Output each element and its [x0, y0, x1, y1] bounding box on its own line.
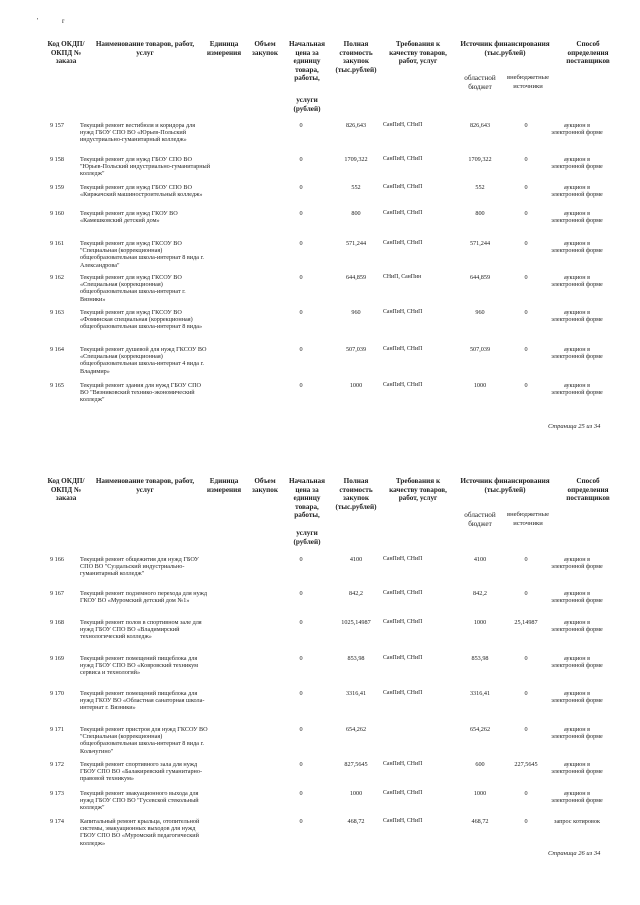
row-total: 507,039	[345, 346, 367, 353]
row-price: 0	[299, 655, 303, 662]
row-requirements: СанПиН, СНиП	[383, 240, 423, 246]
row-extra-budget: 227,5645	[514, 761, 538, 768]
row-requirements: СанПиН, СНиП	[383, 184, 423, 190]
row-extra-budget: 0	[524, 726, 528, 733]
row-method: аукцион в электронной форме	[551, 309, 603, 324]
row-total: 3316,41	[345, 690, 367, 697]
row-regional-budget: 552	[475, 184, 485, 191]
header-unit: Единица измерения	[206, 477, 242, 494]
row-requirements: СанПиН, СНиП	[383, 818, 423, 824]
row-code: 9 168	[50, 619, 64, 626]
row-extra-budget: 0	[524, 210, 528, 217]
row-extra-budget: 0	[524, 556, 528, 563]
row-total: 4100	[349, 556, 363, 563]
row-name: Текущий ремонт для нужд ГКСОУ ВО «Специальная (коррекционная) общеобразовательная школа-интернат г. Вязники»	[80, 274, 186, 303]
row-price: 0	[299, 274, 303, 281]
page-footer: Страница 25 из 34	[548, 423, 601, 430]
row-regional-budget: 1000	[473, 382, 487, 389]
row-total: 827,5645	[344, 761, 368, 768]
row-extra-budget: 0	[524, 655, 528, 662]
row-extra-budget: 0	[524, 156, 528, 163]
header-code: Код ОКДП/ ОКПД № заказа	[47, 40, 85, 66]
row-extra-budget: 0	[524, 122, 528, 129]
row-total: 800	[351, 210, 361, 217]
row-method: аукцион в электронной форме	[551, 346, 603, 361]
row-method: запрос котировок	[554, 818, 600, 825]
row-code: 9 162	[50, 274, 64, 281]
row-name: Текущий ремонт для нужд ГБОУ СПО ВО "Юрьев-Польский индустриально-гуманитарный колледж"	[80, 156, 211, 178]
row-code: 9 172	[50, 761, 64, 768]
row-code: 9 169	[50, 655, 64, 662]
row-code: 9 164	[50, 346, 64, 353]
row-requirements: СанПиН, СНиП	[383, 790, 423, 796]
row-code: 9 171	[50, 726, 64, 733]
row-extra-budget: 0	[524, 309, 528, 316]
row-regional-budget: 960	[475, 309, 485, 316]
row-requirements: СанПиН, СНиП	[383, 619, 423, 625]
row-code: 9 166	[50, 556, 64, 563]
row-code: 9 165	[50, 382, 64, 389]
row-name: Текущий ремонт пристроя для нужд ГКСОУ ВО "Специальная (коррекционная) общеобразовательная школа-интернат 8 вида г. Кольчугино"	[80, 726, 208, 755]
row-price: 0	[299, 556, 303, 563]
row-total: 1709,322	[344, 156, 368, 163]
row-name: Текущий ремонт душевой для нужд ГКСОУ ВО «Специальная (коррекционная) общеобразовательная школа-интернат 4 вида г. Владимир»	[80, 346, 207, 375]
row-name: Капитальный ремонт крыльца, отопительной системы, эвакуационных выходов для нужд ГБОУ СПО ВО «Муромский педагогический колледж»	[80, 818, 200, 847]
row-regional-budget: 842,2	[473, 590, 487, 597]
row-extra-budget: 0	[524, 590, 528, 597]
header-name: Наименование товаров, работ, услуг	[95, 477, 195, 494]
row-method: аукцион в электронной форме	[551, 210, 603, 225]
row-code: 9 173	[50, 790, 64, 797]
row-price: 0	[299, 184, 303, 191]
row-method: аукцион в электронной форме	[551, 122, 603, 137]
row-regional-budget: 3316,41	[469, 690, 491, 697]
row-name: Текущий ремонт эвакуационного выхода для нужд ГБОУ СПО ВО "Гусевской стекольный колледж"	[80, 790, 199, 812]
row-name: Текущий ремонт для нужд ГБОУ СПО ВО «Киржачский машиностроительный колледж»	[80, 184, 203, 199]
row-extra-budget: 0	[524, 274, 528, 281]
row-price: 0	[299, 619, 303, 626]
row-name: Текущий ремонт для нужд ГКСОУ ВО «Фоминская специальная (коррекционная) общеобразовательная школа-интернат 8 вида»	[80, 309, 203, 331]
page-footer: Страница 26 из 34	[548, 850, 601, 857]
row-requirements: СанПиН, СНиП	[383, 556, 423, 562]
header-method: Способ определения поставщиков	[566, 40, 610, 66]
row-requirements: СанПиН, СНиП	[383, 382, 423, 388]
row-method: аукцион в электронной форме	[551, 726, 603, 741]
header-total: Полная стоимость закупок (тыс.рублей)	[335, 477, 377, 511]
row-total: 1000	[349, 382, 363, 389]
row-code: 9 161	[50, 240, 64, 247]
row-price: 0	[299, 210, 303, 217]
row-extra-budget: 0	[524, 690, 528, 697]
row-name: Текущий ремонт помещений пищеблока для нужд ГБОУ СПО ВО «Ковровский техникум сервиса и технологий»	[80, 655, 199, 677]
row-name: Текущий ремонт общежития для нужд ГБОУ СПО ВО "Суздальский индустриально-гуманитарный колледж"	[80, 556, 199, 578]
row-extra-budget: 0	[524, 184, 528, 191]
row-regional-budget: 1000	[473, 619, 487, 626]
row-extra-budget: 0	[524, 346, 528, 353]
row-code: 9 158	[50, 156, 64, 163]
row-total: 960	[351, 309, 361, 316]
row-regional-budget: 1709,322	[468, 156, 492, 163]
row-regional-budget: 654,262	[469, 726, 491, 733]
row-method: аукцион в электронной форме	[551, 156, 603, 171]
row-price: 0	[299, 382, 303, 389]
row-total: 552	[351, 184, 361, 191]
row-requirements: СанПиН, СНиП	[383, 761, 423, 767]
row-total: 1000	[349, 790, 363, 797]
row-method: аукцион в электронной форме	[551, 590, 603, 605]
row-regional-budget: 1000	[473, 790, 487, 797]
row-total: 654,262	[345, 726, 367, 733]
row-name: Текущий ремонт для нужд ГКСОУ ВО "Специальная (коррекционная) общеобразовательная школа-интернат 8 вида г. Александрова"	[80, 240, 204, 269]
row-regional-budget: 800	[475, 210, 485, 217]
row-requirements: СНиП, СанПин	[383, 274, 422, 280]
header-source: Источник финансирования (тыс.рублей)	[460, 477, 550, 494]
corner-mark-2: r	[62, 17, 65, 25]
header-volume: Объем закупок	[252, 40, 278, 57]
row-requirements: СанПиН, СНиП	[383, 122, 423, 128]
row-code: 9 170	[50, 690, 64, 697]
row-extra-budget: 0	[524, 382, 528, 389]
row-code: 9 167	[50, 590, 64, 597]
row-regional-budget: 507,039	[469, 346, 491, 353]
header-price-services: услуги (рублей)	[293, 529, 321, 546]
row-method: аукцион в электронной форме	[551, 184, 603, 199]
row-method: аукцион в электронной форме	[551, 790, 603, 805]
row-extra-budget: 25,14987	[514, 619, 538, 626]
header-price: Начальная цена за единицу товара, работы,	[288, 477, 326, 520]
row-total: 826,643	[345, 122, 367, 129]
row-price: 0	[299, 156, 303, 163]
row-requirements: СанПиН, СНиП	[383, 210, 423, 216]
row-method: аукцион в электронной форме	[551, 619, 603, 634]
row-price: 0	[299, 122, 303, 129]
header-source: Источник финансирования (тыс.рублей)	[460, 40, 550, 57]
row-requirements: СанПиН, СНиП	[383, 309, 423, 315]
row-regional-budget: 468,72	[471, 818, 489, 825]
header-total: Полная стоимость закупок (тыс.рублей)	[335, 40, 377, 74]
row-requirements: СанПиН, СНиП	[383, 690, 423, 696]
header-unit: Единица измерения	[206, 40, 242, 57]
row-regional-budget: 600	[475, 761, 485, 768]
row-name: Текущий ремонт спортивного зала для нужд ГБОУ СПО ВО «Балакиревский гуманитарно-правовой техникум»	[80, 761, 203, 783]
row-total: 571,244	[345, 240, 367, 247]
row-price: 0	[299, 309, 303, 316]
row-extra-budget: 0	[524, 818, 528, 825]
row-regional-budget: 571,244	[469, 240, 491, 247]
row-method: аукцион в электронной форме	[551, 761, 603, 776]
row-regional-budget: 644,859	[469, 274, 491, 281]
row-method: аукцион в электронной форме	[551, 240, 603, 255]
header-method: Способ определения поставщиков	[566, 477, 610, 503]
row-price: 0	[299, 818, 303, 825]
row-code: 9 163	[50, 309, 64, 316]
row-name: Текущий ремонт для нужд ГКОУ ВО «Камешковский детский дом»	[80, 210, 178, 225]
row-regional-budget: 4100	[473, 556, 487, 563]
row-extra-budget: 0	[524, 790, 528, 797]
row-extra-budget: 0	[524, 240, 528, 247]
row-name: Текущий ремонт вестибюля и коридора для нужд ГБОУ СПО ВО «Юрьев-Польский индустриально-гуманитарный колледж»	[80, 122, 196, 144]
row-price: 0	[299, 790, 303, 797]
row-method: аукцион в электронной форме	[551, 690, 603, 705]
row-price: 0	[299, 590, 303, 597]
header-source-extra: внебюджетные источники	[506, 74, 550, 90]
row-price: 0	[299, 346, 303, 353]
header-source-extra: внебюджетные источники	[506, 511, 550, 527]
row-regional-budget: 853,98	[471, 655, 489, 662]
row-price: 0	[299, 240, 303, 247]
row-code: 9 157	[50, 122, 64, 129]
row-total: 853,98	[347, 655, 365, 662]
row-code: 9 160	[50, 210, 64, 217]
header-volume: Объем закупок	[252, 477, 278, 494]
header-requirements: Требования к качеству товаров, работ, услуг	[389, 477, 447, 503]
header-name: Наименование товаров, работ, услуг	[95, 40, 195, 57]
header-source-regional: областной бюджет	[464, 74, 496, 91]
row-price: 0	[299, 761, 303, 768]
row-name: Текущий ремонт здания для нужд ГБОУ СПО ВО "Вязниковский технико-экономический колледж"	[80, 382, 202, 404]
corner-mark-1: '	[37, 17, 39, 25]
row-name: Текущий ремонт подземного перехода для нужд ГКОУ ВО «Муромский детский дом №1»	[80, 590, 208, 605]
row-name: Текущий ремонт полов в спортивном зале для нужд ГБОУ СПО ВО «Владимирский технологический колледж»	[80, 619, 202, 641]
row-total: 842,2	[349, 590, 363, 597]
row-method: аукцион в электронной форме	[551, 556, 603, 571]
row-method: аукцион в электронной форме	[551, 274, 603, 289]
header-code: Код ОКДП/ ОКПД № заказа	[47, 477, 85, 503]
row-requirements: СанПиН, СНиП	[383, 346, 423, 352]
row-code: 9 159	[50, 184, 64, 191]
row-code: 9 174	[50, 818, 64, 825]
header-requirements: Требования к качеству товаров, работ, услуг	[389, 40, 447, 66]
header-price: Начальная цена за единицу товара, работы,	[288, 40, 326, 83]
row-price: 0	[299, 726, 303, 733]
row-name: Текущий ремонт помещений пищеблока для нужд ГКОУ ВО «Областная санаторная школа-интернат г. Вязники»	[80, 690, 205, 712]
row-total: 644,859	[345, 274, 367, 281]
header-source-regional: областной бюджет	[464, 511, 496, 528]
header-price-services: услуги (рублей)	[293, 96, 321, 113]
row-requirements: СанПиН, СНиП	[383, 156, 423, 162]
row-price: 0	[299, 690, 303, 697]
row-method: аукцион в электронной форме	[551, 382, 603, 397]
row-requirements: СанПиН, СНиП	[383, 655, 423, 661]
row-regional-budget: 826,643	[469, 122, 491, 129]
row-method: аукцион в электронной форме	[551, 655, 603, 670]
row-total: 1025,14987	[341, 619, 371, 626]
row-requirements: СанПиН, СНиП	[383, 590, 423, 596]
row-total: 468,72	[347, 818, 365, 825]
